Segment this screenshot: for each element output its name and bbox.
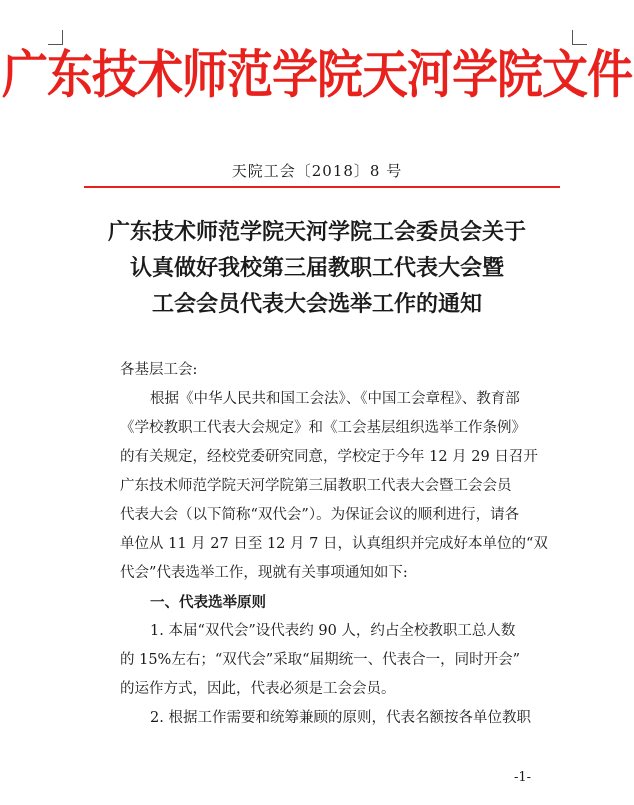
paragraph-line: 1. 本届“双代会”设代表约 90 人，约占全校教职工总人数 xyxy=(150,623,516,639)
paragraph-line: 的有关规定，经校党委研究同意，学校定于今年 12 月 29 日召开 xyxy=(120,449,538,465)
section-heading: 一、代表选举原则 xyxy=(150,594,266,611)
notice-title-line: 广东技术师范学院天河学院工会委员会关于 xyxy=(107,219,526,245)
salutation: 各基层工会: xyxy=(120,362,198,378)
paragraph-line: 的运作方式，因此，代表必须是工会会员。 xyxy=(120,681,396,697)
notice-title-line: 认真做好我校第三届教职工代表大会暨 xyxy=(129,255,504,281)
document-header-title: 广东技术师范学院天河学院文件 xyxy=(2,44,632,105)
paragraph-line: 2. 根据工作需要和统筹兼顾的原则，代表名额按各单位教职 xyxy=(150,710,531,726)
paragraph-line: 的 15%左右；“双代会”采取“届期统一、代表合一，同时开会” xyxy=(120,652,520,668)
document-body xyxy=(120,356,552,733)
paragraph-line: 广东技术师范学院天河学院第三届教职工代表大会暨工会会员 xyxy=(120,478,512,494)
page-number: -1- xyxy=(514,770,532,785)
red-divider-line xyxy=(84,186,560,188)
paragraph-line: 代会”代表选举工作，现就有关事项通知如下: xyxy=(120,565,408,581)
paragraph-line: 根据《中华人民共和国工会法》、《中国工会章程》、教育部 xyxy=(150,391,520,407)
document-number: 天院工会〔2018〕8 号 xyxy=(231,162,403,180)
notice-title-line: 工会会员代表大会选举工作的通知 xyxy=(151,291,482,317)
paragraph-line: 《学校教职工代表大会规定》和《工会基层组织选举工作条例》 xyxy=(120,420,526,436)
paragraph-line: 代表大会（以下简称“双代会”）。为保证会议的顺利进行，请各 xyxy=(120,507,520,523)
paragraph-line: 单位从 11 月 27 日至 12 月 7 日，认真组织并完成好本单位的“双 xyxy=(120,536,548,552)
notice-title xyxy=(0,214,634,322)
